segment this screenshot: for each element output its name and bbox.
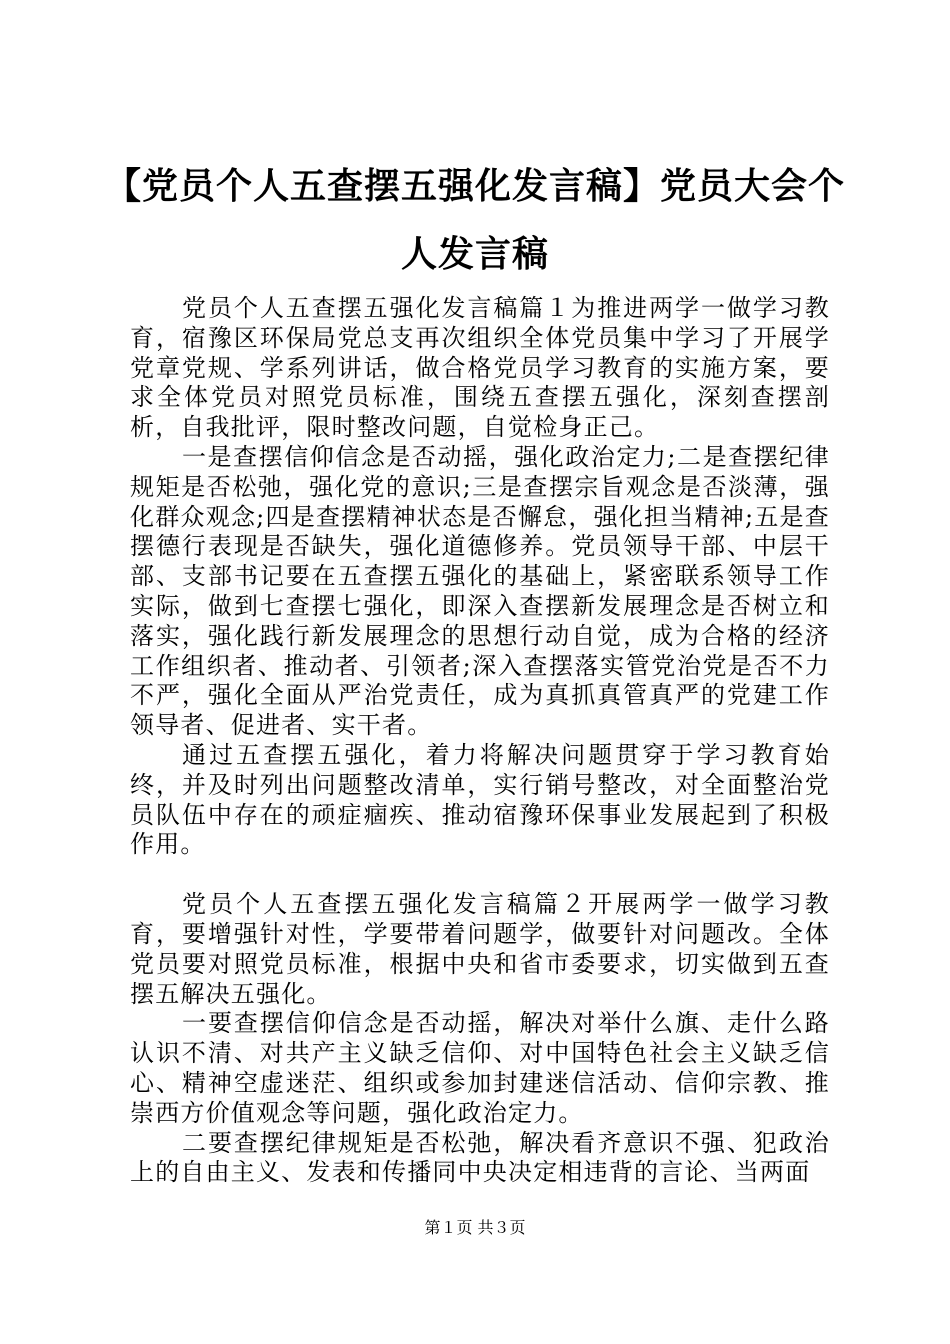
paragraph-5: 一要查摆信仰信念是否动摇，解决对举什么旗、走什么路认识不清、对共产主义缺乏信仰、对中国特色社会主义缺乏信心、精神空虚迷茫、组织或参加封建迷信活动、信仰宗教、推崇西方价值观念等问题，强化政治定力。 (130, 1009, 830, 1127)
paragraph-1: 党员个人五查摆五强化发言稿篇１为推进两学一做学习教育，宿豫区环保局党总支再次组织全体党员集中学习了开展学党章党规、学系列讲话，做合格党员学习教育的实施方案，要求全体党员对照党员标准，围绕五查摆五强化，深刻查摆剖析，自我批评，限时整改问题，自觉检身正己。 (130, 294, 830, 442)
paragraph-6: 二要查摆纪律规矩是否松弛，解决看齐意识不强、犯政治上的自由主义、发表和传播同中央决定相违背的言论、当两面 (130, 1128, 830, 1187)
paragraph-4: 党员个人五查摆五强化发言稿篇２开展两学一做学习教育，要增强针对性，学要带着问题学，做要针对问题改。全体党员要对照党员标准，根据中央和省市委要求，切实做到五查摆五解决五强化。 (130, 890, 830, 1008)
section-gap (130, 860, 830, 890)
document-title: 【党员个人五查摆五强化发言稿】党员大会个人发言稿 (104, 165, 845, 275)
page-footer: 第１页 共３页 (424, 1218, 526, 1237)
document-body (130, 294, 830, 1188)
paragraph-3: 通过五查摆五强化，着力将解决问题贯穿于学习教育始终，并及时列出问题整改清单，实行销号整改，对全面整治党员队伍中存在的顽症痼疾、推动宿豫环保事业发展起到了积极作用。 (130, 740, 830, 859)
paragraph-2: 一是查摆信仰信念是否动摇，强化政治定力;二是查摆纪律规矩是否松弛，强化党的意识;三是查摆宗旨观念是否淡薄，强化群众观念;四是查摆精神状态是否懈怠，强化担当精神;五是查摆德行表现是否缺失，强化道德修养。党员领导干部、中层干部、支部书记要在五查摆五强化的基础上，紧密联系领导工作实际，做到七查摆七强化，即深入查摆新发展理念是否树立和落实，强化践行新发展理念的思想行动自觉，成为合格的经济工作组织者、推动者、引领者;深入查摆落实管党治党是否不力不严，强化全面从严治党责任，成为真抓真管真严的党建工作领导者、促进者、实干者。 (130, 442, 830, 740)
